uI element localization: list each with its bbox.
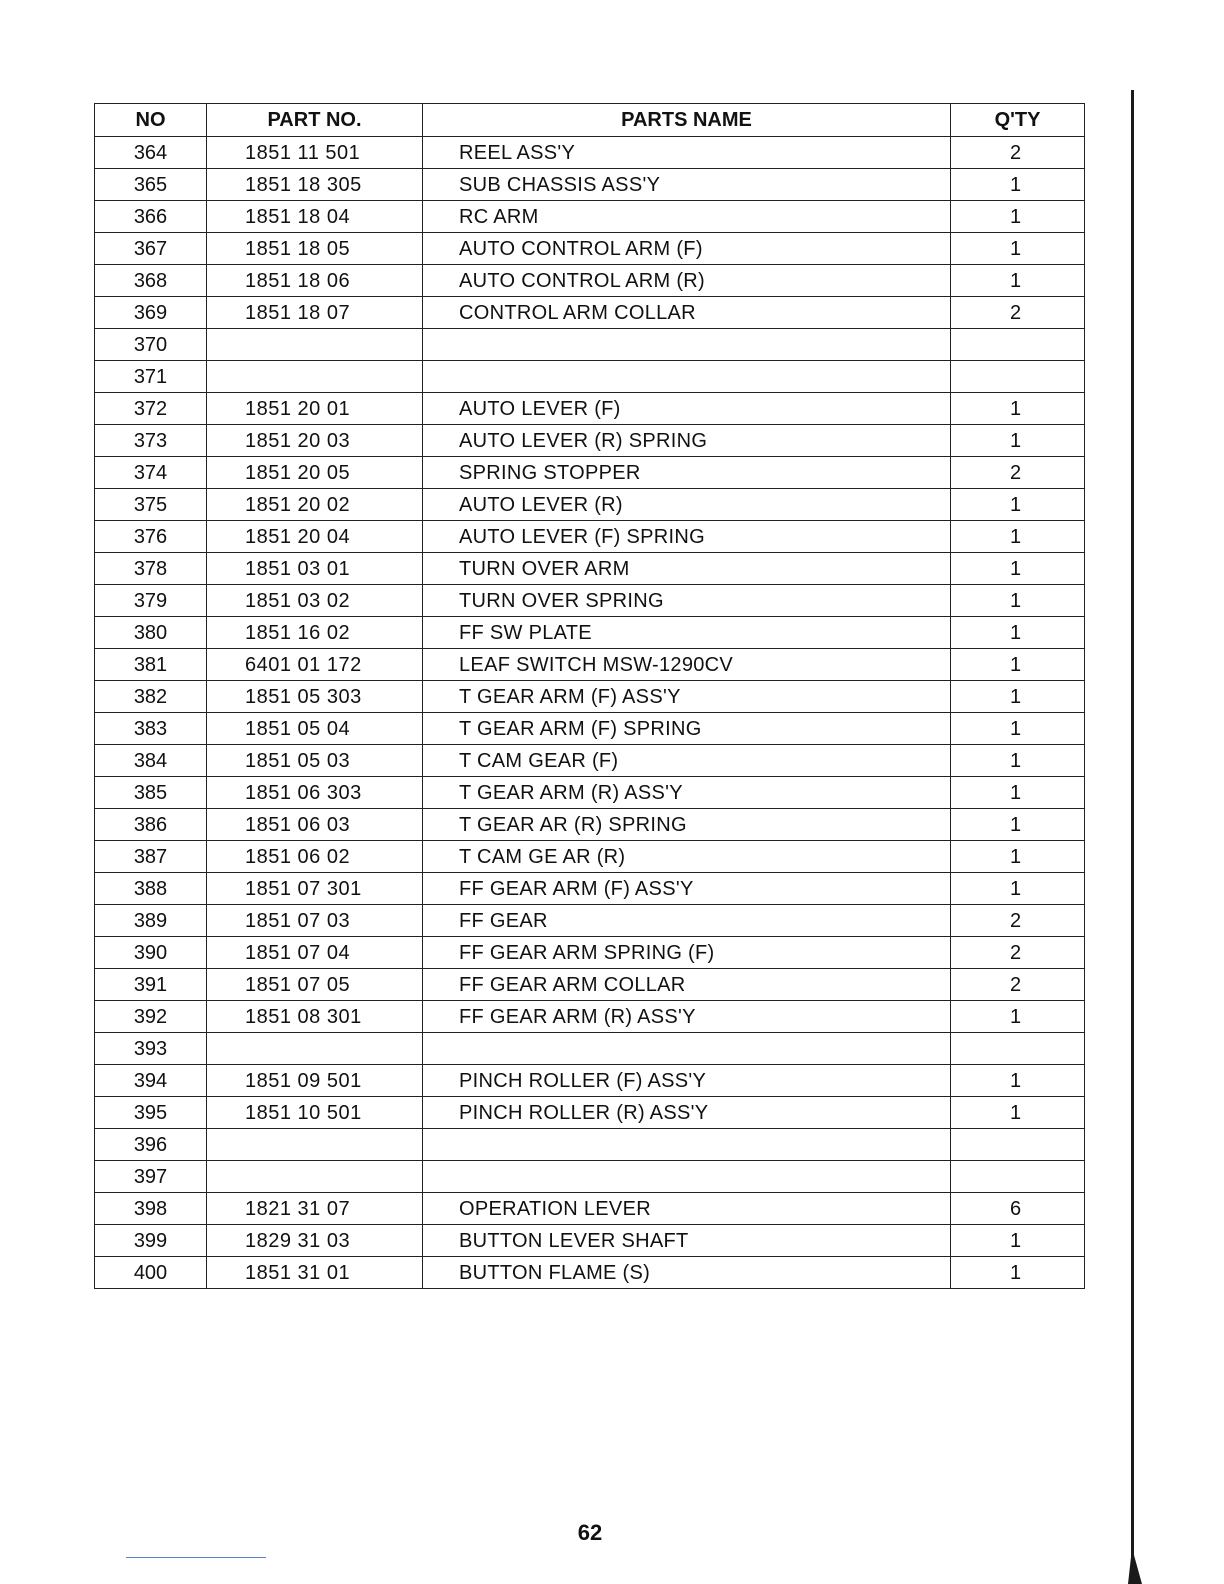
cell-parts-name: TURN OVER ARM xyxy=(423,553,951,585)
cell-part-no xyxy=(207,329,423,361)
cell-part-no: 1851 10 501 xyxy=(207,1097,423,1129)
table-row xyxy=(95,233,1085,265)
cell-qty: 1 xyxy=(951,809,1085,841)
table-row xyxy=(95,457,1085,489)
cell-qty: 1 xyxy=(951,425,1085,457)
cell-no: 368 xyxy=(95,265,207,297)
table-row xyxy=(95,681,1085,713)
cell-parts-name: PINCH ROLLER (F) ASS'Y xyxy=(423,1065,951,1097)
cell-part-no: 1851 08 301 xyxy=(207,1001,423,1033)
cell-qty: 1 xyxy=(951,1225,1085,1257)
parts-table-header xyxy=(95,104,1085,137)
parts-table xyxy=(94,103,1085,1289)
table-row xyxy=(95,137,1085,169)
cell-no: 381 xyxy=(95,649,207,681)
cell-parts-name: T GEAR ARM (F) ASS'Y xyxy=(423,681,951,713)
header-parts-name: PARTS NAME xyxy=(423,104,951,137)
cell-parts-name: FF GEAR ARM (F) ASS'Y xyxy=(423,873,951,905)
table-row xyxy=(95,297,1085,329)
cell-no: 365 xyxy=(95,169,207,201)
cell-parts-name: OPERATION LEVER xyxy=(423,1193,951,1225)
cell-part-no: 1829 31 03 xyxy=(207,1225,423,1257)
cell-parts-name: T CAM GE AR (R) xyxy=(423,841,951,873)
cell-no: 372 xyxy=(95,393,207,425)
cell-no: 387 xyxy=(95,841,207,873)
cell-qty: 1 xyxy=(951,265,1085,297)
cell-part-no: 1851 31 01 xyxy=(207,1257,423,1289)
cell-part-no: 1821 31 07 xyxy=(207,1193,423,1225)
cell-part-no: 1851 09 501 xyxy=(207,1065,423,1097)
table-row xyxy=(95,873,1085,905)
cell-part-no: 1851 20 04 xyxy=(207,521,423,553)
cell-part-no: 1851 18 06 xyxy=(207,265,423,297)
cell-part-no xyxy=(207,1129,423,1161)
cell-part-no: 1851 07 05 xyxy=(207,969,423,1001)
header-part-no: PART NO. xyxy=(207,104,423,137)
page-binding-foot xyxy=(1128,1548,1142,1584)
cell-no: 374 xyxy=(95,457,207,489)
page-number: 62 xyxy=(577,1520,603,1545)
cell-parts-name: PINCH ROLLER (R) ASS'Y xyxy=(423,1097,951,1129)
cell-part-no: 1851 05 04 xyxy=(207,713,423,745)
cell-part-no: 1851 20 03 xyxy=(207,425,423,457)
cell-parts-name: FF GEAR ARM (R) ASS'Y xyxy=(423,1001,951,1033)
cell-qty: 1 xyxy=(951,713,1085,745)
cell-qty: 1 xyxy=(951,553,1085,585)
cell-part-no: 1851 03 02 xyxy=(207,585,423,617)
cell-qty: 1 xyxy=(951,873,1085,905)
cell-qty: 2 xyxy=(951,137,1085,169)
cell-parts-name: AUTO LEVER (F) SPRING xyxy=(423,521,951,553)
header-row xyxy=(95,104,1085,137)
cell-part-no xyxy=(207,1161,423,1193)
cell-parts-name xyxy=(423,361,951,393)
table-row xyxy=(95,809,1085,841)
cell-part-no: 1851 18 305 xyxy=(207,169,423,201)
cell-parts-name: T GEAR ARM (R) ASS'Y xyxy=(423,777,951,809)
cell-parts-name: SUB CHASSIS ASS'Y xyxy=(423,169,951,201)
cell-no: 394 xyxy=(95,1065,207,1097)
cell-parts-name: TURN OVER SPRING xyxy=(423,585,951,617)
cell-part-no: 1851 18 07 xyxy=(207,297,423,329)
table-row xyxy=(95,1065,1085,1097)
table-row xyxy=(95,265,1085,297)
table-row xyxy=(95,425,1085,457)
cell-parts-name: BUTTON FLAME (S) xyxy=(423,1257,951,1289)
cell-no: 399 xyxy=(95,1225,207,1257)
cell-qty xyxy=(951,1129,1085,1161)
cell-parts-name: T CAM GEAR (F) xyxy=(423,745,951,777)
table-row xyxy=(95,489,1085,521)
cell-parts-name: AUTO LEVER (R) SPRING xyxy=(423,425,951,457)
table-row xyxy=(95,649,1085,681)
cell-part-no: 1851 05 03 xyxy=(207,745,423,777)
cell-parts-name: BUTTON LEVER SHAFT xyxy=(423,1225,951,1257)
cell-parts-name: FF GEAR ARM SPRING (F) xyxy=(423,937,951,969)
table-row xyxy=(95,745,1085,777)
cell-part-no: 1851 07 03 xyxy=(207,905,423,937)
header-qty: Q'TY xyxy=(951,104,1085,137)
table-row xyxy=(95,841,1085,873)
cell-qty: 1 xyxy=(951,1257,1085,1289)
cell-parts-name: SPRING STOPPER xyxy=(423,457,951,489)
cell-no: 400 xyxy=(95,1257,207,1289)
table-row xyxy=(95,201,1085,233)
cell-parts-name: AUTO LEVER (R) xyxy=(423,489,951,521)
cell-parts-name: FF GEAR xyxy=(423,905,951,937)
cell-parts-name: FF GEAR ARM COLLAR xyxy=(423,969,951,1001)
cell-part-no: 1851 06 03 xyxy=(207,809,423,841)
cell-part-no: 1851 07 301 xyxy=(207,873,423,905)
table-row xyxy=(95,1161,1085,1193)
cell-part-no: 1851 07 04 xyxy=(207,937,423,969)
cell-qty: 1 xyxy=(951,585,1085,617)
cell-qty: 1 xyxy=(951,617,1085,649)
cell-qty: 2 xyxy=(951,297,1085,329)
table-row xyxy=(95,905,1085,937)
cell-parts-name xyxy=(423,329,951,361)
cell-part-no: 1851 18 04 xyxy=(207,201,423,233)
cell-parts-name xyxy=(423,1033,951,1065)
cell-no: 383 xyxy=(95,713,207,745)
cell-parts-name: LEAF SWITCH MSW-1290CV xyxy=(423,649,951,681)
cell-no: 371 xyxy=(95,361,207,393)
cell-no: 378 xyxy=(95,553,207,585)
table-row xyxy=(95,713,1085,745)
table-row xyxy=(95,1001,1085,1033)
cell-qty: 1 xyxy=(951,169,1085,201)
cell-qty xyxy=(951,361,1085,393)
cell-qty: 1 xyxy=(951,233,1085,265)
cell-qty: 6 xyxy=(951,1193,1085,1225)
cell-no: 395 xyxy=(95,1097,207,1129)
cell-parts-name: AUTO CONTROL ARM (F) xyxy=(423,233,951,265)
cell-part-no: 1851 16 02 xyxy=(207,617,423,649)
cell-no: 386 xyxy=(95,809,207,841)
cell-no: 369 xyxy=(95,297,207,329)
cell-qty xyxy=(951,1161,1085,1193)
cell-part-no: 1851 06 02 xyxy=(207,841,423,873)
table-row xyxy=(95,1033,1085,1065)
cell-no: 393 xyxy=(95,1033,207,1065)
cell-qty: 1 xyxy=(951,1097,1085,1129)
cell-no: 379 xyxy=(95,585,207,617)
cell-qty: 1 xyxy=(951,489,1085,521)
table-row xyxy=(95,617,1085,649)
table-row xyxy=(95,937,1085,969)
cell-part-no: 1851 05 303 xyxy=(207,681,423,713)
table-row xyxy=(95,969,1085,1001)
cell-qty: 2 xyxy=(951,969,1085,1001)
cell-parts-name: T GEAR AR (R) SPRING xyxy=(423,809,951,841)
cell-part-no: 1851 11 501 xyxy=(207,137,423,169)
table-row xyxy=(95,361,1085,393)
cell-qty: 1 xyxy=(951,745,1085,777)
cell-no: 373 xyxy=(95,425,207,457)
cell-no: 367 xyxy=(95,233,207,265)
table-row xyxy=(95,1097,1085,1129)
cell-part-no: 6401 01 172 xyxy=(207,649,423,681)
header-no: NO xyxy=(95,104,207,137)
table-row xyxy=(95,1225,1085,1257)
cell-no: 396 xyxy=(95,1129,207,1161)
cell-qty: 2 xyxy=(951,457,1085,489)
cell-qty xyxy=(951,1033,1085,1065)
cell-no: 375 xyxy=(95,489,207,521)
cell-parts-name: AUTO LEVER (F) xyxy=(423,393,951,425)
cell-qty: 1 xyxy=(951,841,1085,873)
cell-qty: 1 xyxy=(951,521,1085,553)
cell-no: 380 xyxy=(95,617,207,649)
cell-parts-name: CONTROL ARM COLLAR xyxy=(423,297,951,329)
cell-qty: 1 xyxy=(951,1001,1085,1033)
cell-no: 385 xyxy=(95,777,207,809)
cell-part-no xyxy=(207,361,423,393)
cell-qty: 2 xyxy=(951,937,1085,969)
cell-qty: 1 xyxy=(951,777,1085,809)
cell-no: 364 xyxy=(95,137,207,169)
cell-no: 389 xyxy=(95,905,207,937)
cell-part-no: 1851 20 05 xyxy=(207,457,423,489)
cell-qty: 1 xyxy=(951,201,1085,233)
cell-parts-name xyxy=(423,1129,951,1161)
cell-qty: 1 xyxy=(951,1065,1085,1097)
cell-no: 391 xyxy=(95,969,207,1001)
cell-qty xyxy=(951,329,1085,361)
table-row xyxy=(95,169,1085,201)
table-row xyxy=(95,329,1085,361)
cell-no: 388 xyxy=(95,873,207,905)
table-row xyxy=(95,521,1085,553)
cell-part-no: 1851 18 05 xyxy=(207,233,423,265)
table-row xyxy=(95,1193,1085,1225)
cell-parts-name: FF SW PLATE xyxy=(423,617,951,649)
table-row xyxy=(95,585,1085,617)
page-binding-edge xyxy=(1131,90,1134,1584)
table-row xyxy=(95,1257,1085,1289)
cell-parts-name: REEL ASS'Y xyxy=(423,137,951,169)
cell-no: 390 xyxy=(95,937,207,969)
cell-parts-name: T GEAR ARM (F) SPRING xyxy=(423,713,951,745)
cell-qty: 1 xyxy=(951,393,1085,425)
cell-qty: 1 xyxy=(951,649,1085,681)
table-row xyxy=(95,777,1085,809)
cell-part-no xyxy=(207,1033,423,1065)
cell-part-no: 1851 20 01 xyxy=(207,393,423,425)
cell-part-no: 1851 03 01 xyxy=(207,553,423,585)
cell-no: 376 xyxy=(95,521,207,553)
cell-no: 397 xyxy=(95,1161,207,1193)
table-row xyxy=(95,1129,1085,1161)
cell-no: 366 xyxy=(95,201,207,233)
cell-no: 392 xyxy=(95,1001,207,1033)
parts-table-body xyxy=(95,137,1085,1289)
cell-qty: 2 xyxy=(951,905,1085,937)
table-row xyxy=(95,553,1085,585)
cell-no: 398 xyxy=(95,1193,207,1225)
cell-no: 384 xyxy=(95,745,207,777)
footer-rule xyxy=(126,1557,266,1558)
cell-no: 370 xyxy=(95,329,207,361)
cell-parts-name: AUTO CONTROL ARM (R) xyxy=(423,265,951,297)
cell-part-no: 1851 20 02 xyxy=(207,489,423,521)
table-row xyxy=(95,393,1085,425)
cell-part-no: 1851 06 303 xyxy=(207,777,423,809)
cell-qty: 1 xyxy=(951,681,1085,713)
cell-parts-name: RC ARM xyxy=(423,201,951,233)
cell-no: 382 xyxy=(95,681,207,713)
cell-parts-name xyxy=(423,1161,951,1193)
